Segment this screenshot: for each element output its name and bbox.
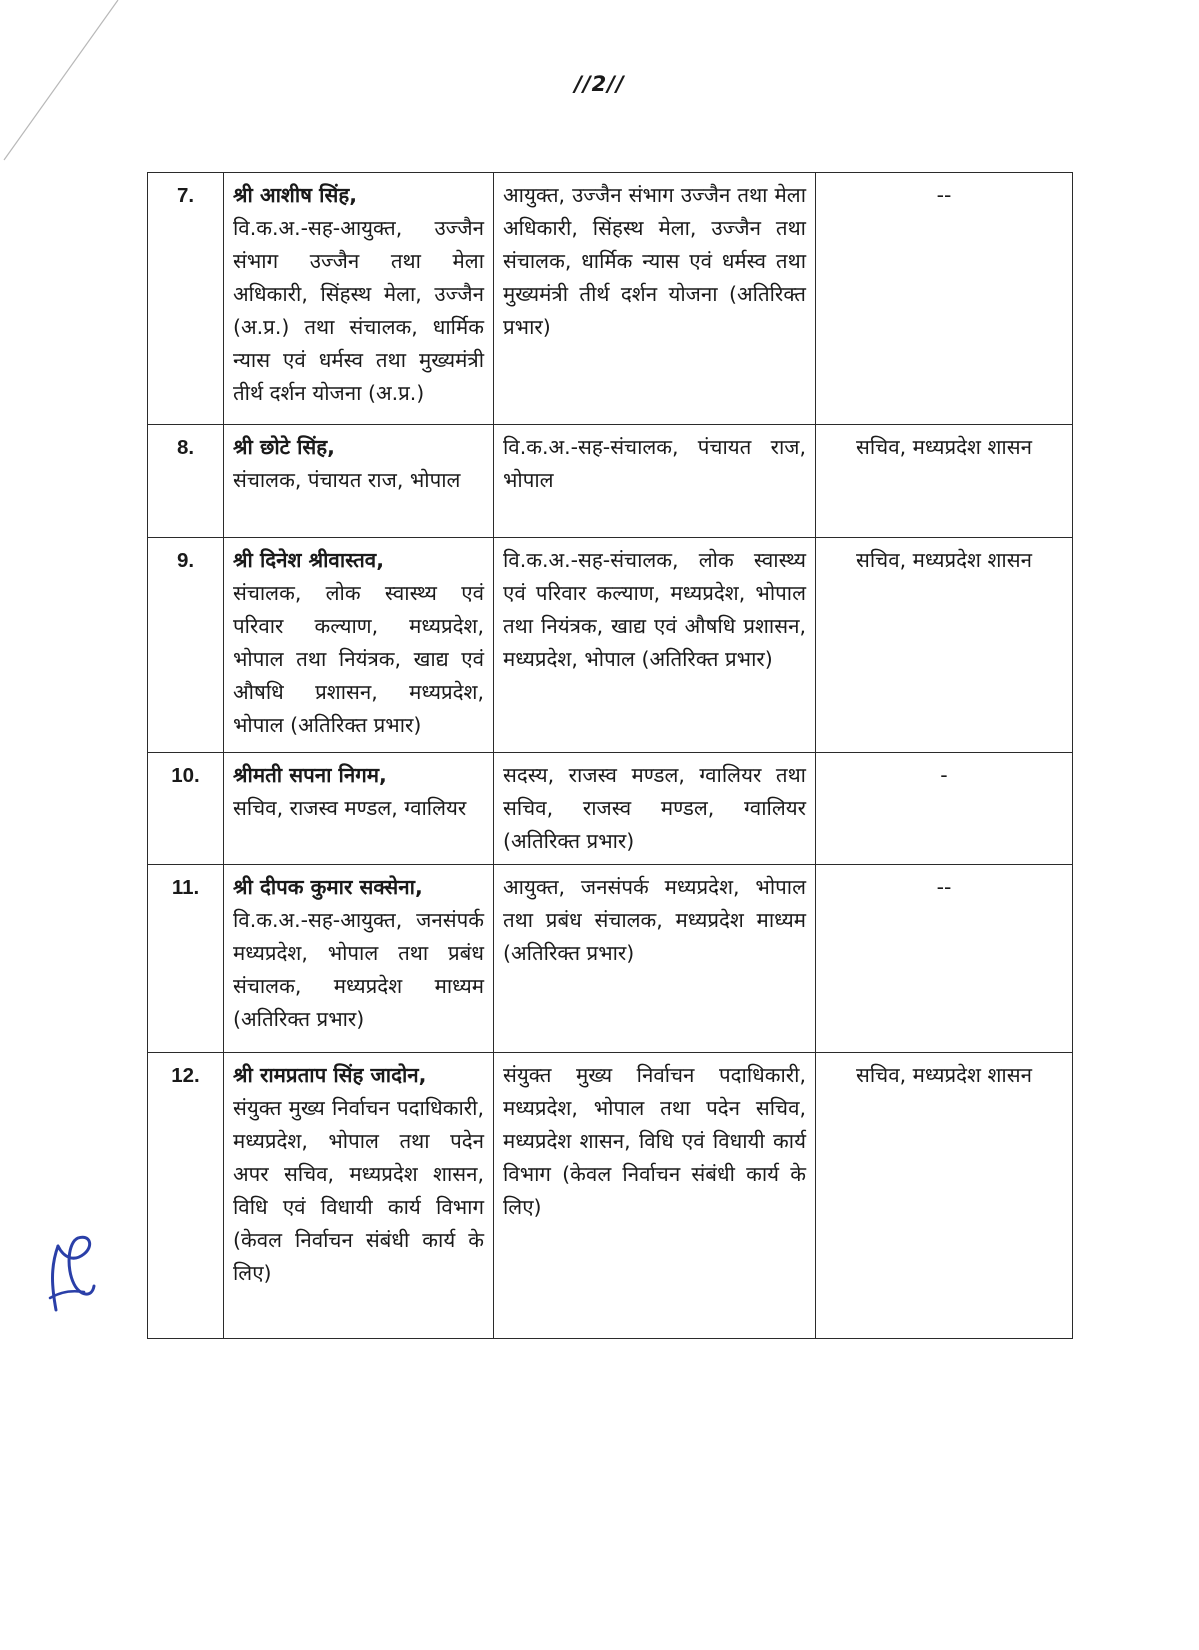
officer-designation: वि.क.अ.-सह-आयुक्त, जनसंपर्क मध्यप्रदेश, भोपाल तथा प्रबंध संचालक, मध्यप्रदेश माध्यम (अतिरिक्त प्रभार) <box>233 908 484 1031</box>
posting-status: -- <box>816 173 1073 425</box>
posting-status: सचिव, मध्यप्रदेश शासन <box>816 538 1073 753</box>
new-posting: आयुक्त, जनसंपर्क मध्यप्रदेश, भोपाल तथा प्रबंध संचालक, मध्यप्रदेश माध्यम (अतिरिक्त प्रभार) <box>494 865 816 1053</box>
officer-name: श्री छोटे सिंह, <box>233 435 335 459</box>
table-row <box>148 1053 1073 1339</box>
posting-status: सचिव, मध्यप्रदेश शासन <box>816 1053 1073 1339</box>
table-row <box>148 753 1073 865</box>
new-posting: संयुक्त मुख्य निर्वाचन पदाधिकारी, मध्यप्रदेश, भोपाल तथा पदेन सचिव, मध्यप्रदेश शासन, विधि एवं विधायी कार्य विभाग (केवल निर्वाचन संबंधी कार्य के लिए) <box>494 1053 816 1339</box>
table-row <box>148 173 1073 425</box>
table-row <box>148 538 1073 753</box>
posting-status: -- <box>816 865 1073 1053</box>
officer-cell <box>224 538 494 753</box>
handwritten-initials <box>44 1228 100 1318</box>
officer-transfer-table <box>147 172 1073 1339</box>
officer-name: श्री रामप्रताप सिंह जादोन, <box>233 1063 427 1087</box>
new-posting: वि.क.अ.-सह-संचालक, लोक स्वास्थ्य एवं परिवार कल्याण, मध्यप्रदेश, भोपाल तथा नियंत्रक, खाद्य एवं औषधि प्रशासन, मध्यप्रदेश, भोपाल (अतिरिक्त प्रभार) <box>494 538 816 753</box>
new-posting: वि.क.अ.-सह-संचालक, पंचायत राज, भोपाल <box>494 425 816 538</box>
officer-designation: संचालक, पंचायत राज, भोपाल <box>233 468 461 492</box>
page-number: //2// <box>574 72 625 96</box>
officer-cell <box>224 425 494 538</box>
serial-number: 9. <box>148 538 224 753</box>
officer-cell <box>224 753 494 865</box>
serial-number: 7. <box>148 173 224 425</box>
serial-number: 8. <box>148 425 224 538</box>
officer-name: श्री आशीष सिंह, <box>233 183 357 207</box>
officer-name: श्री दीपक कुमार सक्सेना, <box>233 875 423 899</box>
serial-number: 12. <box>148 1053 224 1339</box>
officer-designation: सचिव, राजस्व मण्डल, ग्वालियर <box>233 796 467 820</box>
serial-number: 10. <box>148 753 224 865</box>
officer-cell <box>224 1053 494 1339</box>
officer-cell <box>224 865 494 1053</box>
officer-name: श्रीमती सपना निगम, <box>233 763 387 787</box>
officer-designation: वि.क.अ.-सह-आयुक्त, उज्जैन संभाग उज्जैन तथा मेला अधिकारी, सिंहस्थ मेला, उज्जैन (अ.प्र.) तथा संचालक, धार्मिक न्यास एवं धर्मस्व तथा मुख्यमंत्री तीर्थ दर्शन योजना (अ.प्र.) <box>233 216 484 405</box>
officer-designation: संचालक, लोक स्वास्थ्य एवं परिवार कल्याण, मध्यप्रदेश, भोपाल तथा नियंत्रक, खाद्य एवं औषधि प्रशासन, मध्यप्रदेश, भोपाल (अतिरिक्त प्रभार) <box>233 581 484 737</box>
officer-designation: संयुक्त मुख्य निर्वाचन पदाधिकारी, मध्यप्रदेश, भोपाल तथा पदेन अपर सचिव, मध्यप्रदेश शासन, विधि एवं विधायी कार्य विभाग (केवल निर्वाचन संबंधी कार्य के लिए) <box>233 1096 484 1285</box>
posting-status: सचिव, मध्यप्रदेश शासन <box>816 425 1073 538</box>
serial-number: 11. <box>148 865 224 1053</box>
new-posting: आयुक्त, उज्जैन संभाग उज्जैन तथा मेला अधिकारी, सिंहस्थ मेला, उज्जैन तथा संचालक, धार्मिक न्यास एवं धर्मस्व तथा मुख्यमंत्री तीर्थ दर्शन योजना (अतिरिक्त प्रभार) <box>494 173 816 425</box>
officer-name: श्री दिनेश श्रीवास्तव, <box>233 548 384 572</box>
officer-cell <box>224 173 494 425</box>
posting-status: - <box>816 753 1073 865</box>
new-posting: सदस्य, राजस्व मण्डल, ग्वालियर तथा सचिव, राजस्व मण्डल, ग्वालियर (अतिरिक्त प्रभार) <box>494 753 816 865</box>
table-row <box>148 425 1073 538</box>
table-row <box>148 865 1073 1053</box>
